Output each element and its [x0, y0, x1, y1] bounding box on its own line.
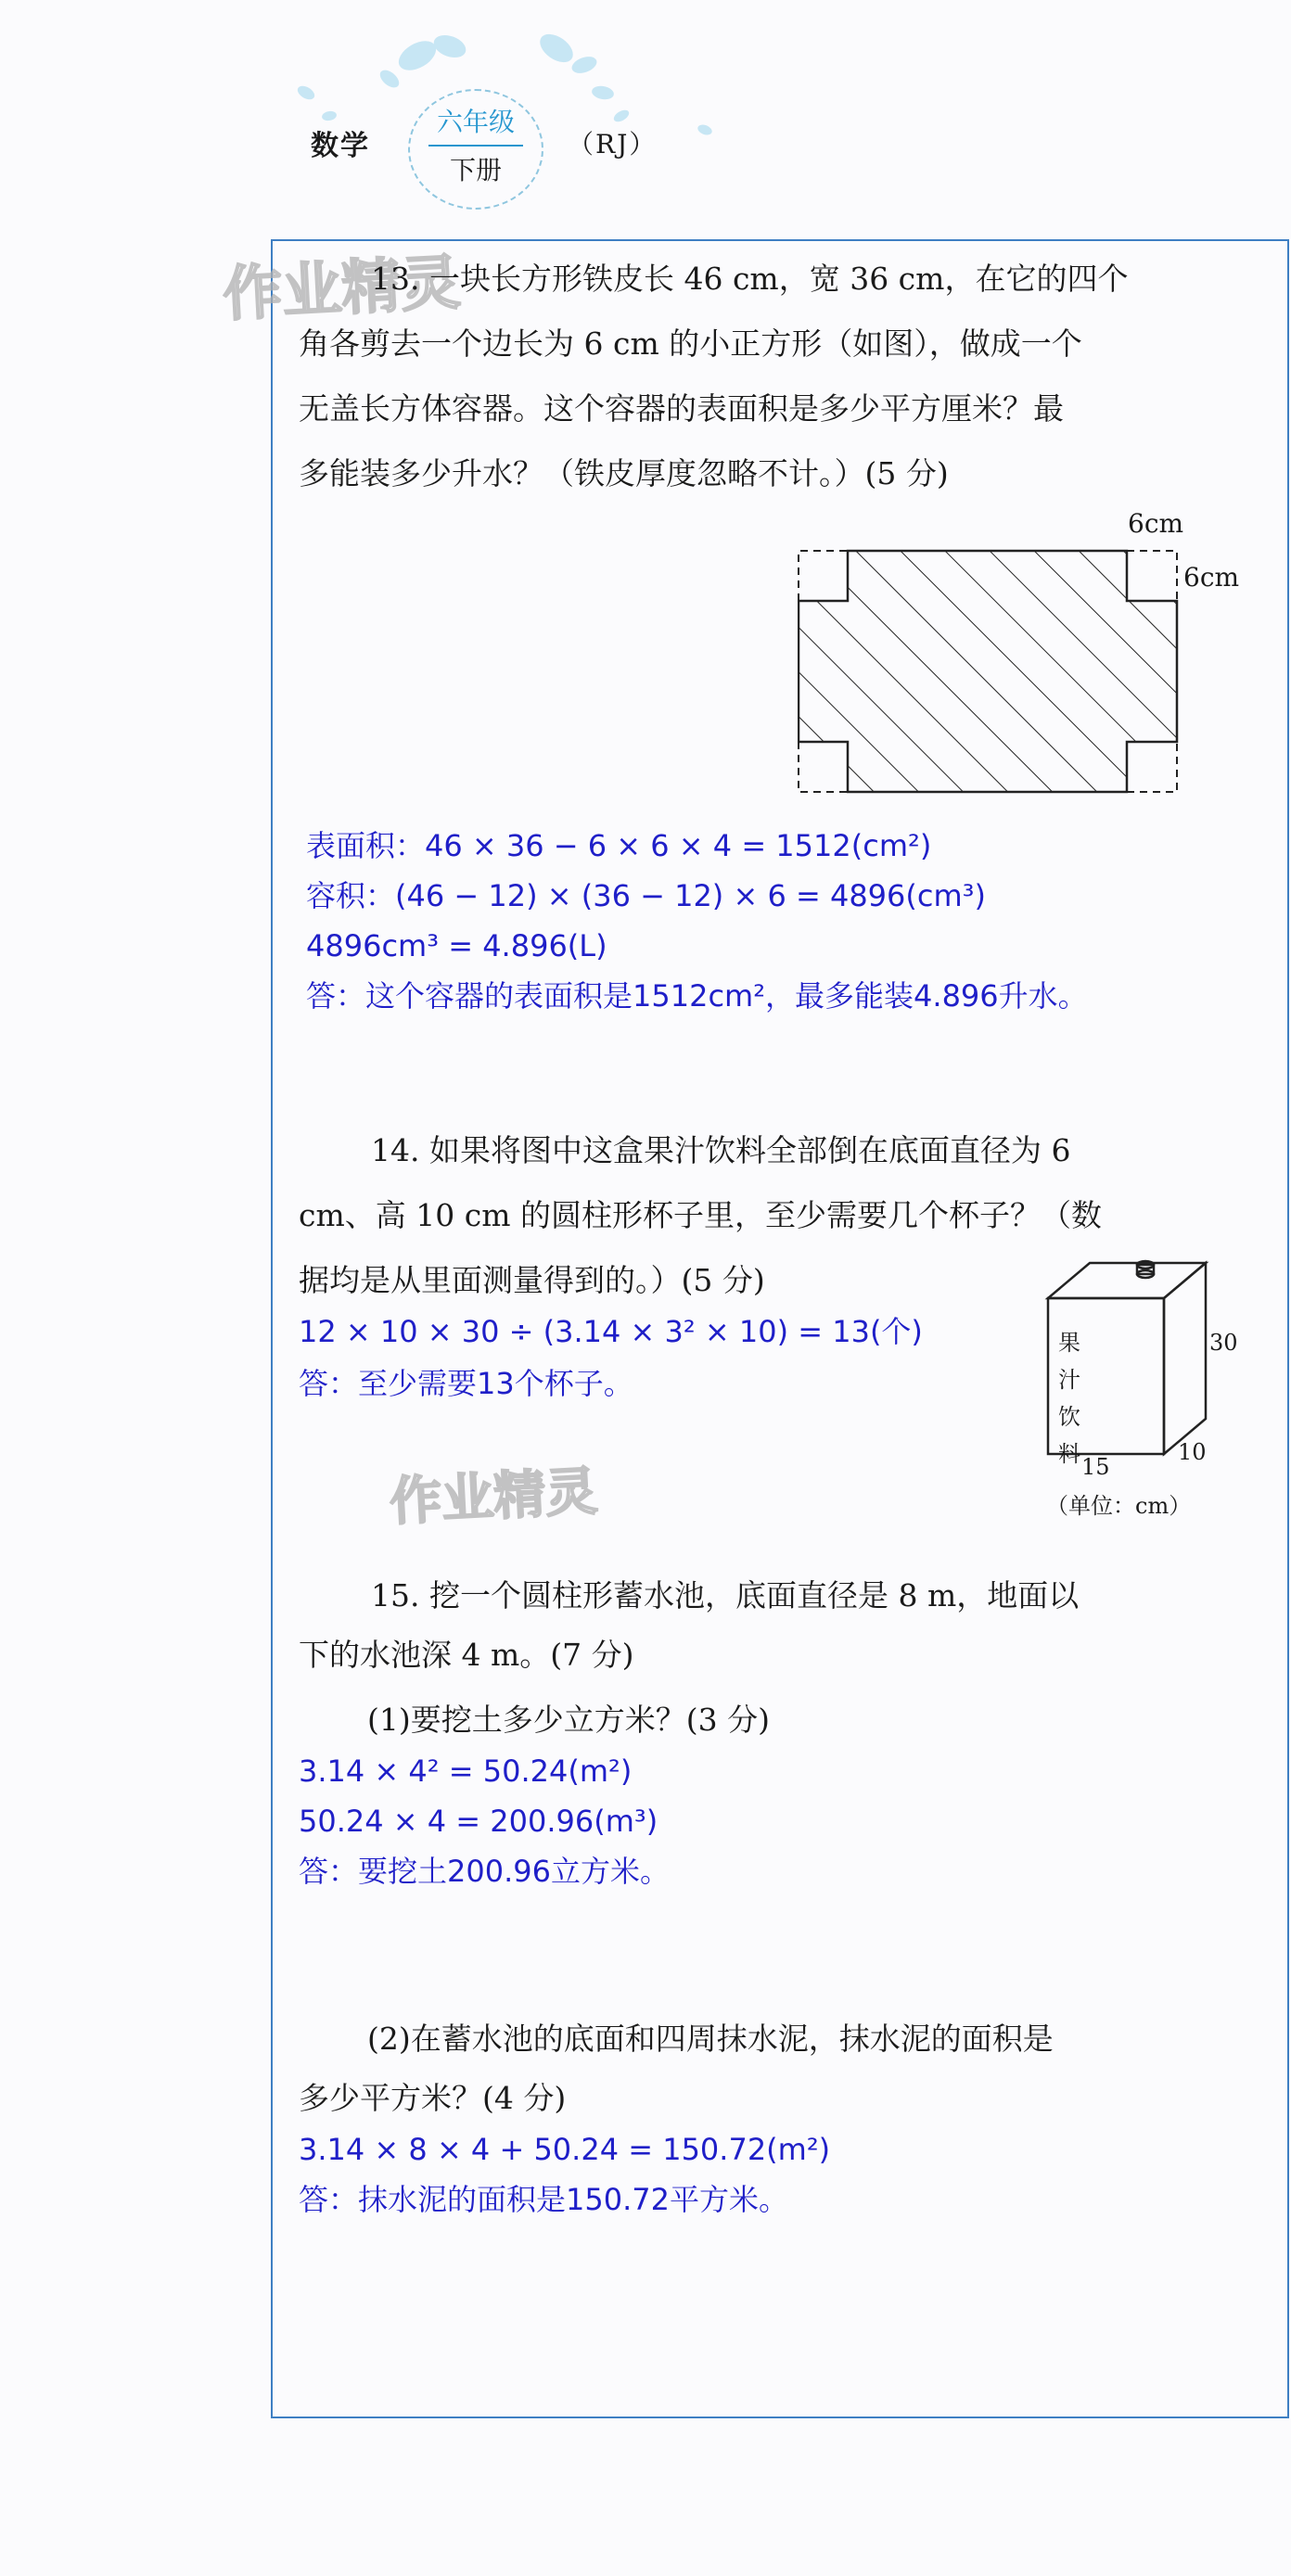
- grade-badge: [408, 89, 543, 210]
- q13-line: 13. 一块长方形铁皮长 46 cm，宽 36 cm，在它的四个: [371, 261, 1129, 297]
- q13-label-right: 6cm: [1183, 562, 1240, 593]
- q13-line: 角各剪去一个边长为 6 cm 的小正方形（如图），做成一个: [299, 325, 1082, 362]
- q14-line: 据均是从里面测量得到的。）(5 分): [299, 1262, 765, 1298]
- subject-label: 数学: [311, 130, 370, 162]
- q13-answer-line: 容积：(46 − 12) × (36 − 12) × 6 = 4896(cm³): [306, 878, 986, 913]
- volume-label: 下册: [449, 155, 502, 185]
- q13-answer-line: 4896cm³ = 4.896(L): [306, 928, 607, 963]
- q15-part2-answer-line: 3.14 × 8 × 4 + 50.24 = 150.72(m²): [299, 2132, 831, 2167]
- grade-divider: [428, 145, 523, 147]
- q14-dim-front: 15: [1081, 1454, 1110, 1480]
- q14-answer-line: 12 × 10 × 30 ÷ (3.14 × 3² × 10) = 13(个): [299, 1314, 923, 1349]
- q15-line: 下的水池深 4 m。(7 分): [299, 1637, 634, 1673]
- q13-line: 多能装多少升水？（铁皮厚度忽略不计。）(5 分): [299, 455, 949, 491]
- q13-line: 无盖长方体容器。这个容器的表面积是多少平方厘米？最: [299, 390, 1064, 427]
- q13-label-top: 6cm: [1128, 508, 1184, 539]
- q15-part1: (1)要挖土多少立方米？(3 分): [367, 1702, 770, 1738]
- q14-line: cm、高 10 cm 的圆柱形杯子里，至少需要几个杯子？（数: [299, 1197, 1103, 1233]
- q14-line: 14. 如果将图中这盒果汁饮料全部倒在底面直径为 6: [371, 1132, 1071, 1168]
- q14-box-text: 料: [1058, 1441, 1080, 1467]
- q14-box-text: 汁: [1058, 1367, 1080, 1393]
- q13-answer-line: 表面积：46 × 36 − 6 × 6 × 4 = 1512(cm²): [306, 828, 932, 863]
- q15-line: 15. 挖一个圆柱形蓄水池，底面直径是 8 m，地面以: [371, 1577, 1080, 1613]
- q14-dim-height: 30: [1209, 1330, 1238, 1356]
- q14-answer-line: 答：至少需要13个杯子。: [299, 1366, 633, 1401]
- q15-part1-answer-line: 答：要挖土200.96立方米。: [299, 1854, 670, 1889]
- q14-juice-box-figure: [1039, 1252, 1224, 1465]
- grade-label: 六年级: [436, 107, 515, 137]
- q14-dim-side: 10: [1178, 1439, 1207, 1465]
- q15-part2-line: 多少平方米？(4 分): [299, 2080, 567, 2116]
- q13-answer-line: 答：这个容器的表面积是1512cm²，最多能装4.896升水。: [306, 978, 1088, 1014]
- q15-part2-line: (2)在蓄水池的底面和四周抹水泥，抹水泥的面积是: [367, 2021, 1054, 2057]
- q15-part1-answer-line: 3.14 × 4² = 50.24(m²): [299, 1753, 633, 1789]
- q13-sheet-figure: [798, 538, 1187, 807]
- watermark: 作业精灵: [221, 249, 463, 330]
- q15-part2-answer-line: 答：抹水泥的面积是150.72平方米。: [299, 2182, 788, 2217]
- edition-label: （RJ）: [568, 129, 658, 159]
- q14-box-text: 饮: [1058, 1404, 1080, 1430]
- watermark: 作业精灵: [388, 1461, 599, 1533]
- q14-unit-note: （单位：cm）: [1046, 1493, 1192, 1519]
- q15-part1-answer-line: 50.24 × 4 = 200.96(m³): [299, 1804, 658, 1839]
- q14-box-text: 果: [1058, 1330, 1080, 1356]
